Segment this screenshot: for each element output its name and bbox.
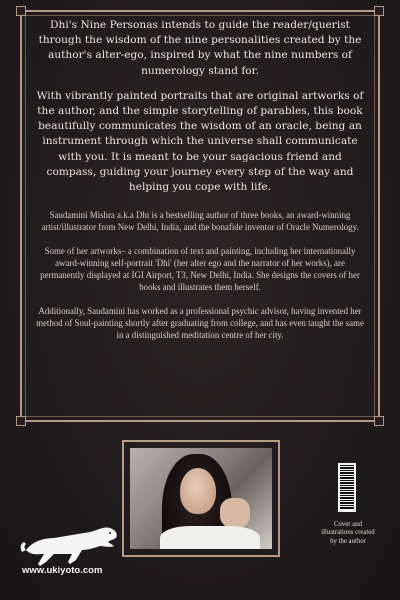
frame-corner-ornament	[16, 6, 26, 16]
isbn-barcode	[338, 463, 356, 512]
author-photo-frame	[122, 440, 280, 557]
leaping-tiger-icon	[18, 520, 128, 570]
blurb-paragraph-intro: Dhi's Nine Personas intends to guide the reader/querist through the wisdom of the nine personalities created by the author's alter-ego, inspired by what the nine numbers of numerology stand for.	[38, 19, 362, 77]
frame-corner-ornament	[374, 6, 384, 16]
author-bio-paragraph: Saudamini Mishra a.k.a Dhi is a bestselling author of three books, an award-winning artist/illustrator from New Delhi, India, and the bonafide inventor of Oracle Numerology.	[41, 210, 359, 233]
author-psychic-paragraph: Additionally, Saudamini has worked as a professional psychic advisor, having invented her method of Soul-painting shortly after graduating from college, and has even taught the same in a distinguished meditation centre of her city.	[36, 306, 364, 341]
frame-corner-ornament	[16, 416, 26, 426]
cover-credit: Cover and illustrations created by the author	[321, 521, 375, 545]
website-link[interactable]: www.ukiyoto.com	[22, 565, 103, 576]
author-photo	[130, 448, 272, 549]
blurb-paragraph-description: With vibrantly painted portraits that are original artworks of the author, and the simple storytelling of parables, this book beautifully communicates the wisdom of an oracle, being an instrument through which the universe shall communicate with you. It is meant to be your sagacious friend and compass, guiding your journey every step of the way and helping you cope with life.	[36, 89, 364, 194]
frame-corner-ornament	[374, 416, 384, 426]
blurb-text	[36, 18, 364, 350]
author-artworks-paragraph: Some of her artworks– a combination of text and painting, including her internationally award-winning self-portrait 'Dhi' (her alter ego and the narrator of her works), are permanently displayed at IGI Airport, T3, New Delhi, India. She designs the covers of her books and illustrates them herself.	[40, 246, 360, 293]
